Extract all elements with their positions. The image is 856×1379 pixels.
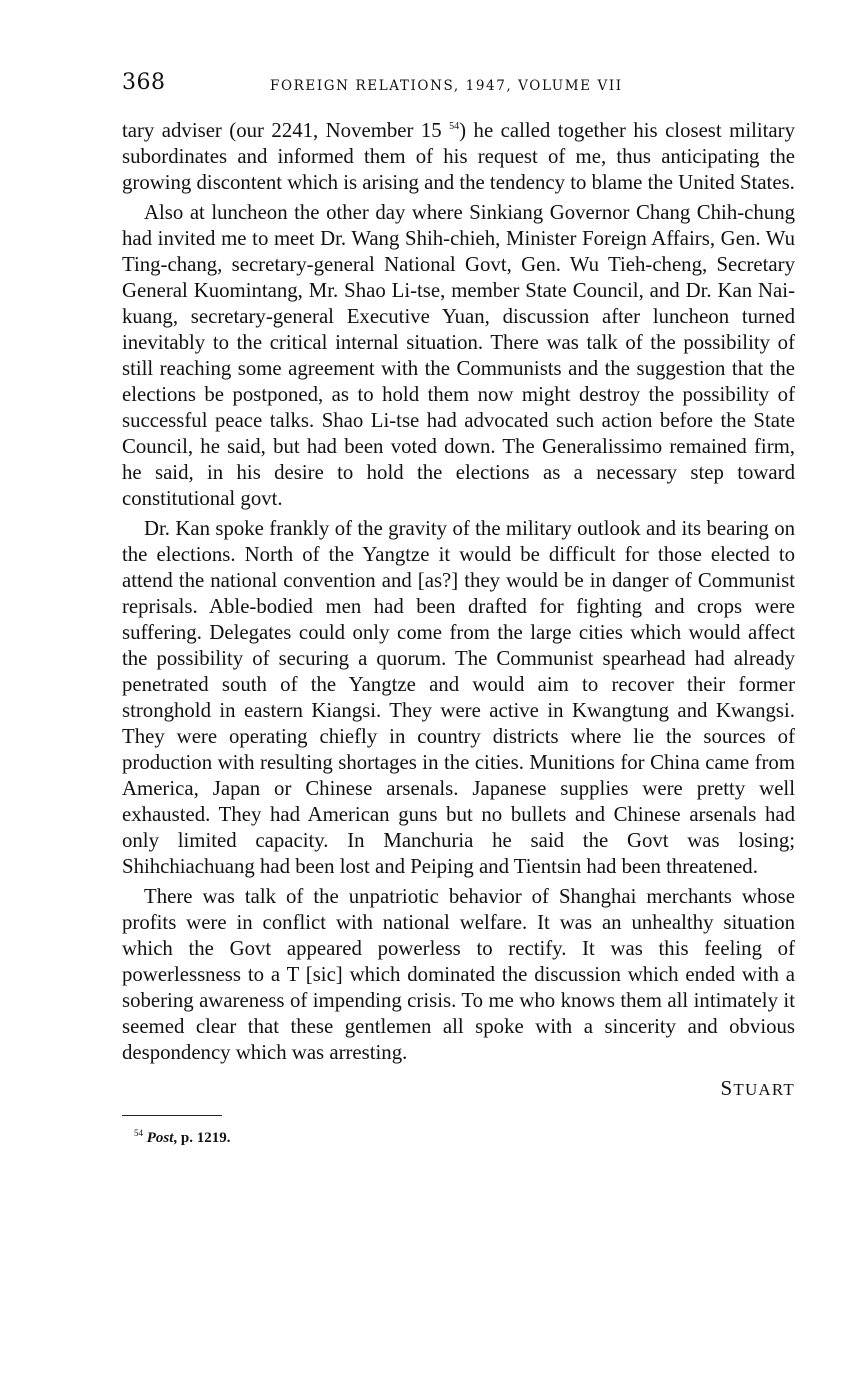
paragraph-2: Also at luncheon the other day where Sinkiang Governor Chang Chih-chung had invited me to meet Dr. Wang Shih-chieh, Minister Foreign Affairs, Gen. Wu Ting-chang, secretary-general National Govt, Gen. Wu Tieh-cheng, Secretary General Kuomintang, Mr. Shao Li-tse, member State Council, and Dr. Kan Nai-kuang, secretary-general Executive Yuan, discussion after luncheon turned inevitably to the critical internal situation. There was talk of the possibility of still reaching some agreement with the Communists and the suggestion that the elections be postponed, as to hold them now might destroy the possibility of successful peace talks. Shao Li-tse had advocated such action before the State Council, he said, but had been voted down. The Generalissimo remained firm, he said, in his desire to hold the elections as a necessary step toward constitutional govt.	[122, 201, 795, 510]
signature-rest: TUART	[733, 1080, 795, 1099]
paragraph-1	[122, 118, 795, 196]
signature-initial: S	[720, 1076, 734, 1100]
document-body	[122, 118, 795, 1066]
paragraph-1-text-a: tary adviser (our 2241, November 15	[122, 119, 442, 142]
signature	[122, 1076, 795, 1101]
footnote-divider	[122, 1115, 222, 1116]
paragraph-1-text-b: ) he called together his closest military subordinates and informed them of his request of me, thus anticipating the growing discontent which is arising and the tendency to blame the United States.	[122, 119, 795, 194]
footnote-title: Post	[146, 1130, 174, 1146]
document-page	[122, 70, 795, 1147]
footnote-text: , p. 1219.	[173, 1130, 231, 1146]
paragraph-3: Dr. Kan spoke frankly of the gravity of the military outlook and its bearing on the elections. North of the Yangtze it would be difficult for those elected to attend the national convention and [as?] they would be in danger of Communist reprisals. Able-bodied men had been drafted for fighting and crops were suffering. Delegates could only come from the large cities which would affect the possibility of securing a quorum. The Communist spearhead had already penetrated south of the Yangtze and would aim to recover their former stronghold in eastern Kiangsi. They were active in Kwangtung and Kwangsi. They were operating chiefly in country districts where lie the sources of production with resulting shortages in the cities. Munitions for China came from America, Japan or Chinese arsenals. Japanese supplies were pretty well exhausted. They had American guns but no bullets and Chinese arsenals had only limited capacity. In Manchuria he said the Govt was losing; Shihchiachuang had been lost and Peiping and Tientsin had been threatened.	[122, 517, 795, 878]
running-title: FOREIGN RELATIONS, 1947, VOLUME VII	[270, 78, 623, 94]
page-number: 368	[122, 70, 166, 95]
footnote-reference[interactable]: 54	[449, 121, 460, 133]
footnote-number: 54	[134, 1128, 143, 1138]
paragraph-4: There was talk of the unpatriotic behavior of Shanghai merchants whose profits were in conflict with national welfare. It was an unhealthy situation which the Govt appeared powerless to rectify. It was this feeling of powerlessness to a T [sic] which dominated the discussion which ended with a sobering awareness of impending crisis. To me who knows them all intimately it seemed clear that these gentlemen all spoke with a sincerity and obvious despondency which was arresting.	[122, 885, 795, 1064]
footnote	[122, 1128, 795, 1147]
page-header	[122, 70, 795, 100]
